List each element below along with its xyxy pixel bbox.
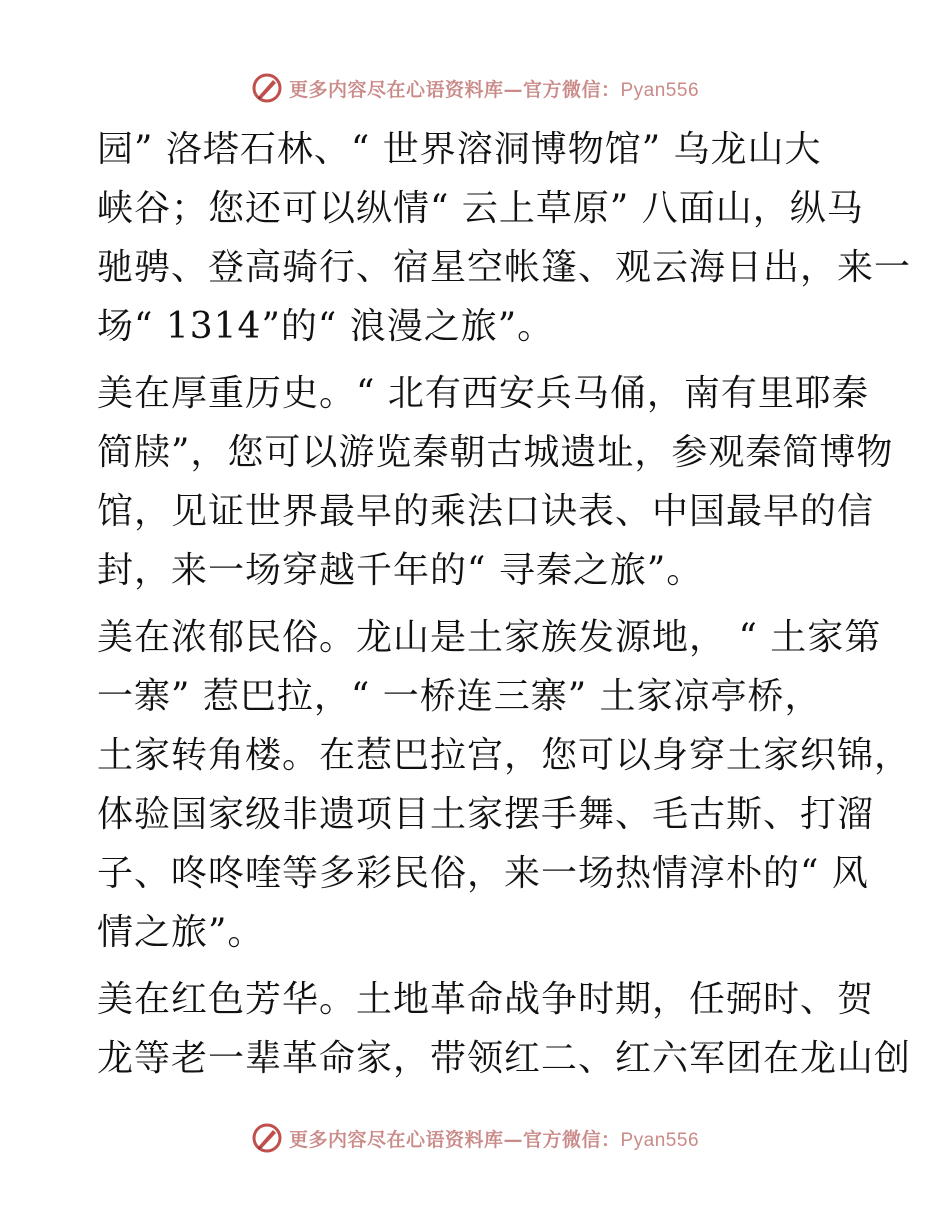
footer-watermark [0, 1122, 950, 1154]
text-line: 驰骋、登高骑行、宿星空帐篷、观云海日出，来一 [97, 247, 912, 288]
text-line: 峡谷；您还可以纵情“ 云上草原” 八面山，纵马 [97, 188, 864, 229]
text-line: 美在厚重历史。“ 北有西安兵马俑，南有里耶秦 [97, 373, 869, 414]
paragraph [97, 364, 894, 600]
document-body [97, 120, 912, 1088]
text-line: 美在浓郁民俗。龙山是土家族发源地， “ 土家第 [97, 617, 882, 658]
text-line: 情之旅”。 [97, 912, 265, 953]
pen-logo-icon [251, 1122, 283, 1154]
text-line: 土家转角楼。在惹巴拉宫，您可以身穿土家织锦， [97, 735, 912, 776]
text-line: 美在红色芳华。土地革命战争时期，任弼时、贺 [97, 979, 875, 1020]
text-line: 简牍”，您可以游览秦朝古城遗址，参观秦简博物 [97, 432, 894, 473]
paragraph [97, 608, 912, 962]
watermark-text: 更多内容尽在心语资料库—官方微信：Pyan556 [288, 1128, 700, 1151]
text-line: 场“ 1314”的“ 浪漫之旅”。 [97, 306, 555, 347]
text-line: 封，来一场穿越千年的“ 寻秦之旅”。 [97, 550, 704, 591]
text-line: 馆，见证世界最早的乘法口诀表、中国最早的信 [97, 491, 875, 532]
header-watermark [0, 72, 950, 104]
watermark-text: 更多内容尽在心语资料库—官方微信：Pyan556 [288, 78, 700, 101]
text-line: 园” 洛塔石林、“ 世界溶洞博物馆” 乌龙山大 [97, 129, 822, 170]
text-line: 子、咚咚喹等多彩民俗，来一场热情淳朴的“ 风 [97, 853, 869, 894]
text-line: 龙等老一辈革命家，带领红二、红六军团在龙山创 [97, 1038, 912, 1079]
text-line: 一寨” 惹巴拉，“ 一桥连三寨” 土家凉亭桥， [97, 676, 822, 717]
paragraph [97, 120, 912, 356]
paragraph [97, 970, 912, 1088]
text-line: 体验国家级非遗项目土家摆手舞、毛古斯、打溜 [97, 794, 875, 835]
pen-logo-icon [251, 72, 283, 104]
